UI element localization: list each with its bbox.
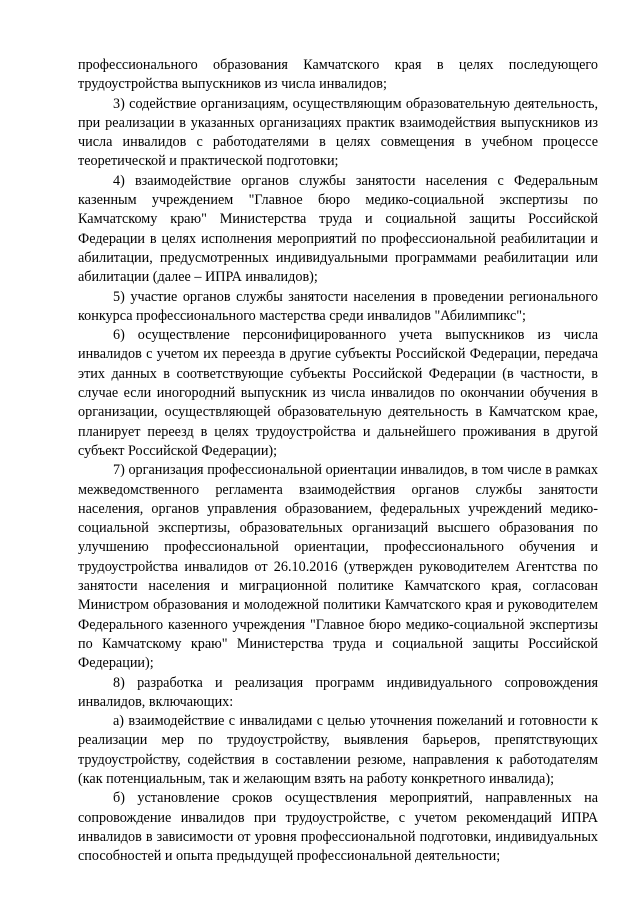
- item-7-paragraph: 7) организация профессиональной ориентации инвалидов, в том числе в рамках межведомственного регламента взаимодействия органов службы занятости населения, органов управления образованием, федеральных учреждений медико-социальной экспертизы, образовательных организаций высшего образования по улучшению профессиональной ориентации, профессионального обучения и трудоустройства инвалидов от 26.10.2016 (утвержден руководителем Агентства по занятости населения и миграционной политике Камчатского края, согласован Министром образования и молодежной политики Камчатского края и руководителем Федерального казенного учреждения "Главное бюро медико-социальной экспертизы по Камчатскому краю" Министерства труда и социальной защиты Российской Федерации);: [78, 462, 598, 672]
- continuation-paragraph: профессионального образования Камчатского края в целях последующего трудоустройства выпускников из числа инвалидов;: [78, 57, 598, 93]
- document-page: [78, 56, 598, 866]
- item-8b-paragraph: б) установление сроков осуществления мероприятий, направленных на сопровождение инвалидов при трудоустройстве, с учетом рекомендаций ИПРА инвалидов в зависимости от уровня профессиональной подготовки, индивидуальных способностей и опыта предыдущей профессиональной деятельности;: [78, 790, 598, 865]
- item-5-paragraph: 5) участие органов службы занятости населения в проведении регионального конкурса профессионального мастерства среди инвалидов "Абилимпикс";: [78, 288, 598, 324]
- item-6-paragraph: 6) осуществление персонифицированного учета выпускников из числа инвалидов с учетом их переезда в другие субъекты Российской Федерации, передача этих данных в соответствующие субъекты Российской Федерации (в частности, в случае если иногородний выпускник из числа инвалидов по окончании обучения в организации, осуществляющей образовательную деятельность в Камчатском крае, планирует переезд в целях трудоустройства и дальнейшего проживания в другой субъект Российской Федерации);: [78, 327, 598, 459]
- item-3-paragraph: 3) содействие организациям, осуществляющим образовательную деятельность, при реализации в указанных организациях практик взаимодействия выпускников из числа инвалидов с работодателями в целях совмещения в учебном процессе теоретической и практической подготовки;: [78, 95, 598, 170]
- item-8a-paragraph: а) взаимодействие с инвалидами с целью уточнения пожеланий и готовности к реализации мер по трудоустройству, выявления барьеров, препятствующих трудоустройству, содействия в составлении резюме, направления к работодателям (как потенциальным, так и желающим взять на работу конкретного инвалида);: [78, 713, 598, 787]
- item-4-paragraph: 4) взаимодействие органов службы занятости населения с Федеральным казенным учреждением "Главное бюро медико-социальной экспертизы по Камчатскому краю" Министерства труда и социальной защиты Российской Федерации в целях исполнения мероприятий по профессиональной реабилитации и абилитации, предусмотренных индивидуальными программами реабилитации или абилитации (далее – ИПРА инвалидов);: [78, 172, 598, 286]
- item-8-paragraph: 8) разработка и реализация программ индивидуального сопровождения инвалидов, включающих:: [78, 674, 598, 710]
